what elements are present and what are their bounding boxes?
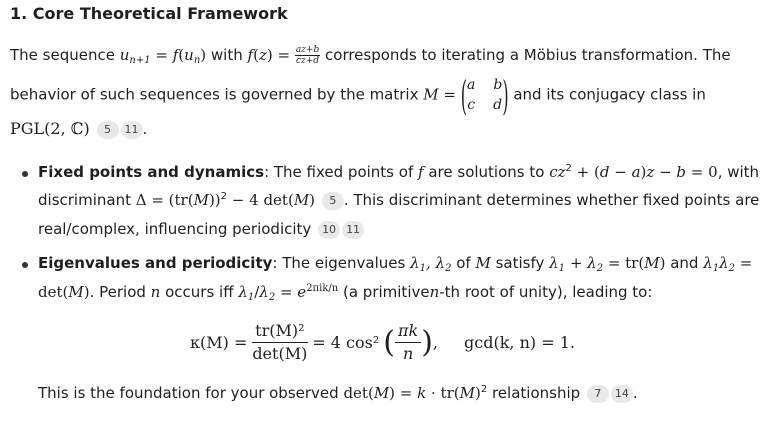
conclusion-line: This is the foundation for your observed $\det(M) = k \cdot tr(M)^2$ relationship 7 14 . (38, 384, 638, 402)
bullet-1-line-3: real/complex, influencing periodicity 10 11 (38, 220, 364, 239)
matrix-m: a b c d (466, 77, 503, 113)
kappa-fraction: $\frac{\text{tr(M)²}}{\det(M)}$ (252, 320, 308, 363)
intro-text: The sequence (10, 46, 115, 64)
section-heading: 1. Core Theoretical Framework (10, 4, 288, 23)
citation-badge[interactable]: 11 (342, 221, 364, 239)
citation-badge[interactable]: 5 (322, 192, 344, 210)
intro-text: and its conjugacy class in (513, 85, 706, 104)
citation-badge[interactable]: 10 (318, 221, 340, 239)
intro-text: corresponds to iterating a Möbius transformation. The (325, 46, 731, 64)
citation-badge[interactable]: 11 (121, 121, 143, 139)
bullet-2-line-1: Eigenvalues and periodicity: The eigenvalues $\lambda_1$, $\lambda_2$ of M satisfy $\lambda_1 + \lambda_2 = tr(M)$ and $\lambda_1\lambda_2$ = (38, 254, 753, 274)
group-name: PGL(2, ℂ) (10, 119, 90, 138)
bullet-dot (22, 262, 28, 268)
citation-badge[interactable]: 14 (611, 385, 633, 403)
citation-badge[interactable]: 7 (587, 385, 609, 403)
intro-line-1: The sequence $u_{n+1} = f(u_n)$ with f(z) = $\frac{az+b}{cz+d}$ corresponds to iterating a Möbius transformation. The (10, 45, 731, 66)
bullet-label: Fixed points and dynamics (38, 163, 265, 181)
bullet-1-line-1: Fixed points and dynamics: The fixed points of f are solutions to $cz^2 + (d - a)z - b = 0$, with (38, 163, 760, 181)
intro-text: behavior of such sequences is governed by the matrix (10, 85, 419, 104)
intro-line-2: behavior of such sequences is governed by the matrix M = ( a b c d ) and its conjugacy class in (10, 71, 706, 119)
citation-badge[interactable]: 5 (97, 121, 119, 139)
bullet-1-line-2: discriminant $\Delta = (tr(M))^2 - 4$ det(M) 5 . This discriminant determines whether fixed points are (38, 191, 760, 209)
bullet-2-line-2: det(M). Period n occurs iff $\lambda_1/\lambda_2 = e^{2\pi ik/n}$ (a primitiven-th root of unity), leading to: (38, 283, 653, 303)
intro-text: with (210, 46, 243, 64)
kappa-formula: κ(M) = $\frac{\text{tr(M)²}}{\det(M)}$ = 4 cos² ( $\frac{\pi k}{n}$ ) , gcd(k, n) = 1. (190, 320, 575, 363)
bullet-label: Eigenvalues and periodicity (38, 254, 273, 272)
bullet-dot (22, 171, 28, 177)
intro-line-3: PGL(2, ℂ) 5 11 . (10, 119, 148, 138)
